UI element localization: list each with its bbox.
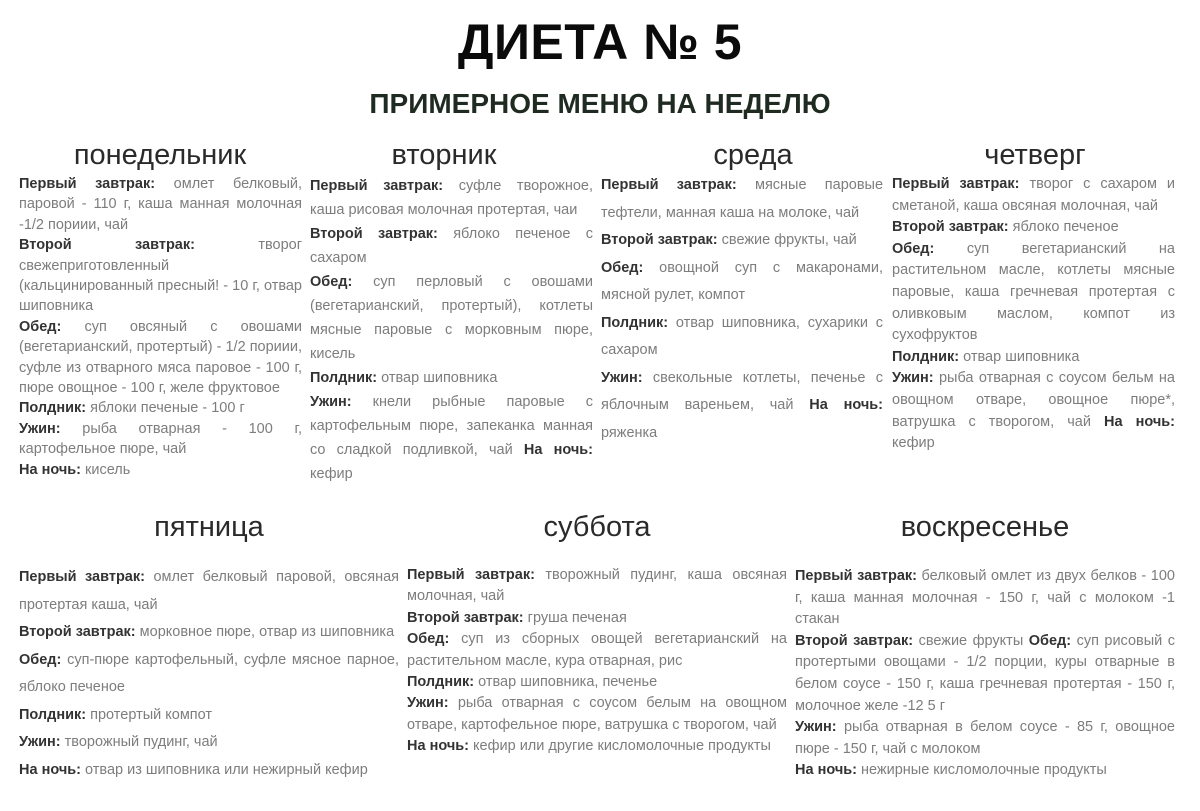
meal-entry: [601, 310, 883, 365]
meal-entry: [795, 566, 1175, 631]
meal-label: Первый завтрак:: [19, 569, 145, 585]
meal-label: На ночь:: [1104, 413, 1175, 430]
meal-text: свежие фрукты, чай: [721, 232, 857, 248]
meal-entry: [795, 760, 1175, 782]
page-subtitle: ПРИМЕРНОЕ МЕНЮ НА НЕДЕЛЮ: [369, 88, 831, 119]
meal-label: Полдник:: [601, 314, 669, 331]
meal-label: Второй завтрак:: [310, 226, 438, 242]
meal-entry: [407, 693, 787, 736]
meal-entry: [892, 217, 1175, 239]
meal-text: суп перловый с овошами (вегетарианский, протертый), котлеты мясные паровые с морковным пюре, кисель: [310, 274, 593, 362]
meal-text: протертый компот: [90, 706, 213, 723]
meal-entry: [19, 757, 399, 785]
meal-label: Обед:: [1028, 632, 1072, 649]
meal-entry: [407, 629, 787, 672]
meal-label: Полдник:: [310, 370, 378, 386]
meal-label: Обед:: [310, 274, 353, 290]
meal-entry: [310, 174, 593, 222]
meal-text: свежие фрукты: [918, 632, 1024, 649]
meal-label: Первый завтрак:: [310, 178, 444, 194]
meal-entry: [310, 270, 593, 366]
day-menu-thu: [892, 174, 1175, 455]
meal-label: На ночь:: [407, 738, 469, 755]
day-menu-mon: [19, 174, 302, 480]
meal-entry: [892, 239, 1175, 347]
meal-text: суп вегетарианский на растительном масле, котлеты мясные паровые, каша гречневая протертая с оливковым маслом, компот из сухофруктов: [892, 240, 1175, 344]
meal-entry: [19, 729, 399, 757]
meal-label: Полдник:: [892, 348, 960, 365]
meal-text: отвар шиповника, сухарики с сахаром: [601, 314, 883, 358]
meal-text: рыба отварная - 100 г, картофельное пюре, чай: [19, 420, 303, 458]
day-title-tue: вторник: [391, 139, 497, 171]
page-title: ДИЕТА № 5: [457, 14, 743, 70]
meal-entry: [407, 736, 787, 757]
meal-text: мясные паровые тефтели, манная каша на молоке, чай: [601, 177, 884, 221]
meal-entry: [19, 174, 302, 235]
meal-text: рыба отварная в белом соусе - 85 г, овощное пюре - 150 г, чай с молоком: [795, 719, 1175, 757]
meal-label: Второй завтрак:: [407, 609, 524, 626]
meal-label: Полдник:: [19, 400, 87, 417]
meal-text: свекольные котлеты, печенье с яблочным вареньем, чай: [601, 369, 883, 413]
meal-text: рыба отварная с соусом бельм на овощном отваре, овощное пюре*, ватрушка с творогом, чай: [892, 370, 1176, 430]
meal-entry: [19, 317, 302, 399]
meal-text: омлет белковый, паровой - 110 г, каша манная молочная -1/2 пориии, чай: [19, 176, 302, 233]
meal-entry: [19, 419, 302, 460]
meal-text: суп рисовый с протертыми овощами - 1/2 порции, куры отварные в белом соусе - 150 г, каша гречневая протертая - 150 г, молочное желе -12 5 г: [795, 632, 1175, 714]
day-title-sat: суббота: [543, 511, 651, 543]
meal-text: рыба отварная с соусом белым на овощном отваре, картофельное пюре, ватрушка с творогом, чай: [407, 695, 787, 733]
meal-text: суфле творожное, каша рисовая молочная протертая, чаи: [310, 178, 594, 218]
meal-label: Второй завтрак:: [795, 632, 914, 649]
meal-entry: [310, 366, 593, 390]
meal-text: отвар из шиповника или нежирный кефир: [85, 761, 368, 778]
meal-entry: [601, 365, 883, 448]
meal-label: Ужин:: [601, 369, 643, 386]
meal-text: суп овсяный с овошами (вегетарианский, протертый) - 1/2 пориии, суфле из отварного мяса паровое - 100 г, пюре овощное - 100 г, желе фруктовое: [19, 318, 303, 397]
meal-label: Ужин:: [19, 734, 61, 750]
meal-label: Обед:: [601, 259, 644, 276]
meal-text: груша печеная: [527, 609, 627, 626]
meal-label: Полдник:: [19, 706, 87, 723]
meal-text: кисель: [85, 461, 131, 478]
meal-entry: [19, 235, 302, 317]
meal-label: Второй завтрак:: [19, 237, 195, 254]
meal-entry: [892, 174, 1175, 217]
meal-label: Обед:: [19, 651, 62, 668]
meal-label: Ужин:: [407, 695, 449, 712]
meal-label: Второй завтрак:: [601, 232, 718, 248]
meal-text: яблоко печеное с сахаром: [310, 226, 594, 266]
meal-text: белковый омлет из двух белков - 100 г, каша манная молочная - 150 г, чай с молоком -1 стакан: [795, 568, 1175, 628]
meal-entry: [601, 172, 883, 227]
meal-entry: [19, 460, 302, 480]
meal-entry: [310, 390, 593, 486]
meal-text: кефир: [892, 435, 935, 452]
meal-text: кефир или другие кисломолочные продукты: [473, 738, 771, 755]
meal-entry: [892, 347, 1175, 369]
day-title-thu: четверг: [984, 139, 1086, 171]
meal-label: Второй завтрак:: [892, 219, 1009, 236]
meal-entry: [407, 672, 787, 693]
meal-entry: [19, 398, 302, 418]
meal-text: творог с сахаром и сметаной, каша овсяная молочная, чай: [892, 176, 1176, 214]
meal-label: На ночь:: [19, 461, 81, 478]
meal-text: отвар шиповника: [381, 370, 498, 386]
meal-entry: [407, 565, 787, 608]
day-title-mon: понедельник: [73, 139, 247, 171]
meal-label: Полдник:: [407, 674, 475, 691]
meal-label: Второй завтрак:: [19, 624, 136, 640]
meal-label: Ужин:: [19, 420, 61, 437]
meal-text: омлет белковый паровой, овсяная протертая каша, чай: [19, 569, 399, 613]
day-menu-sun: [795, 566, 1175, 782]
day-menu-wed: [601, 172, 883, 447]
meal-text: суп-пюре картофельный, суфле мясное парное, яблоко печеное: [19, 651, 400, 695]
meal-label: Обед:: [407, 631, 450, 648]
meal-entry: [310, 222, 593, 270]
day-title-sun: воскресенье: [900, 511, 1070, 543]
meal-label: Первый завтрак:: [892, 176, 1020, 192]
meal-text: творог свежеприготовленный (кальцинированный пресный! - 10 г, отвар шиповника: [19, 237, 302, 315]
meal-entry: [19, 564, 399, 619]
meal-label: Первый завтрак:: [601, 177, 737, 193]
day-menu-fri: [19, 564, 399, 784]
meal-text: яблоко печеное: [1012, 219, 1119, 236]
meal-label: Обед:: [892, 240, 935, 257]
meal-entry: [19, 702, 399, 730]
meal-text: кефир: [310, 466, 353, 482]
meal-text: нежирные кисломолочные продукты: [861, 762, 1107, 779]
meal-label: Ужин:: [310, 394, 352, 410]
meal-entry: [892, 368, 1175, 454]
meal-text: суп из сборных овощей вегетарианский на растительном масле, кура отварная, рис: [407, 631, 787, 669]
meal-label: Первый завтрак:: [407, 567, 535, 583]
meal-text: отвар шиповника, печенье: [478, 674, 658, 691]
meal-label: Ужин:: [892, 370, 934, 387]
meal-label: На ночь:: [523, 442, 593, 458]
meal-entry: [19, 619, 399, 647]
day-title-wed: среда: [713, 139, 793, 171]
meal-entry: [601, 227, 883, 255]
meal-label: Первый завтрак:: [795, 568, 917, 584]
meal-text: морковное пюре, отвар из шиповника: [139, 624, 395, 640]
meal-text: ряженка: [601, 424, 658, 441]
meal-entry: [601, 255, 883, 310]
meal-text: отвар шиповника: [963, 348, 1080, 365]
meal-label: На ночь:: [19, 761, 81, 778]
day-menu-tue: [310, 174, 593, 486]
meal-text: кнели рыбные паровые с картофельным пюре, запеканка манная со сладкой подливкой, чай: [310, 394, 593, 458]
meal-label: Обед:: [19, 318, 62, 335]
meal-entry: [795, 631, 1175, 717]
day-title-fri: пятница: [154, 511, 264, 543]
meal-label: На ночь:: [795, 762, 857, 779]
meal-label: На ночь:: [809, 397, 883, 413]
day-menu-sat: [407, 565, 787, 758]
meal-label: Ужин:: [795, 719, 837, 736]
meal-entry: [407, 608, 787, 629]
meal-entry: [795, 717, 1175, 760]
meal-entry: [19, 647, 399, 702]
meal-text: творожный пудинг, каша овсяная молочная, чай: [407, 567, 788, 605]
meal-text: яблоки печеные - 100 г: [90, 400, 245, 417]
meal-text: творожный пудинг, чай: [64, 734, 218, 750]
meal-label: Первый завтрак:: [19, 176, 156, 192]
meal-text: овощной суп с макаронами, мясной рулет, компот: [601, 259, 884, 303]
